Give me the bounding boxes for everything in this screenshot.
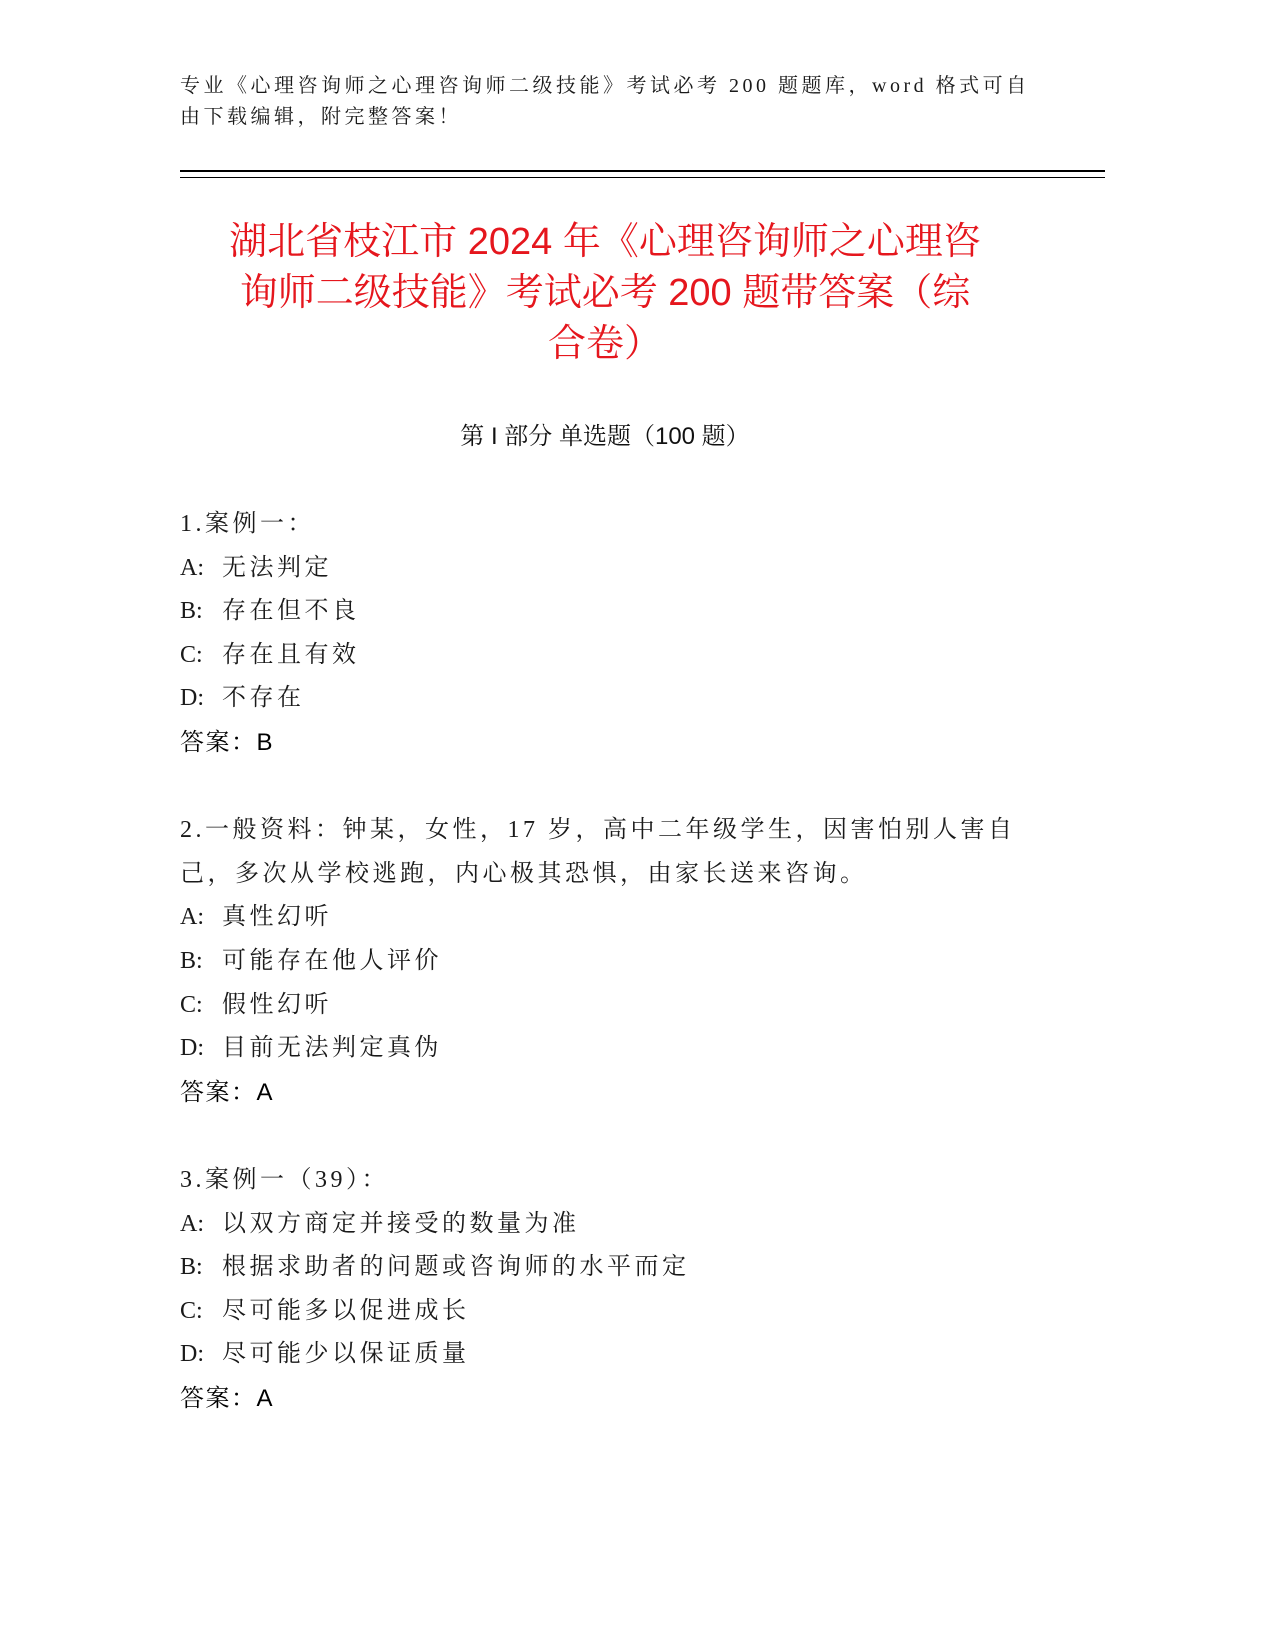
option-text: 根据求助者的问题或咨询师的水平而定	[222, 1254, 690, 1281]
option-c	[180, 984, 1080, 1028]
option-d	[180, 677, 1080, 721]
header-line-1: 专业《心理咨询师之心理咨询师二级技能》考试必考 200 题题库，word 格式可自	[180, 75, 1030, 97]
question-1	[180, 503, 1080, 766]
header-double-rule	[180, 170, 1105, 178]
answer-label: 答案：	[180, 728, 257, 756]
option-label: B:	[180, 947, 203, 974]
title-line-3: 合卷）	[547, 323, 662, 365]
question-3	[180, 1159, 1080, 1422]
title-line-2: 询师二级技能》考试必考 200 题带答案（综	[239, 272, 971, 314]
question-list	[180, 503, 1080, 1465]
option-text: 存在且有效	[222, 641, 360, 668]
answer-value: A	[256, 1384, 275, 1412]
option-text: 无法判定	[222, 554, 332, 581]
option-a	[180, 547, 1080, 591]
answer-value: B	[256, 728, 275, 756]
option-text: 可能存在他人评价	[222, 947, 442, 974]
option-text: 以双方商定并接受的数量为准	[222, 1210, 580, 1237]
option-label: A:	[180, 554, 204, 581]
option-c	[180, 1290, 1080, 1334]
answer-value: A	[256, 1078, 275, 1106]
option-d	[180, 1333, 1080, 1377]
option-text: 尽可能多以促进成长	[222, 1297, 470, 1324]
answer-label: 答案：	[180, 1078, 257, 1106]
option-b	[180, 1246, 1080, 1290]
option-label: C:	[180, 991, 203, 1018]
option-d	[180, 1027, 1080, 1071]
option-label: D:	[180, 1341, 204, 1368]
option-text: 真性幻听	[222, 904, 332, 931]
question-stem-line-2: 己，多次从学校逃跑，内心极其恐惧，由家长送来咨询。	[180, 860, 868, 887]
option-text: 目前无法判定真伪	[222, 1035, 442, 1062]
option-b	[180, 590, 1080, 634]
question-stem: 3.案例一（39）：	[180, 1166, 389, 1193]
document-title	[180, 217, 1030, 370]
answer-label: 答案：	[180, 1384, 257, 1412]
option-text: 不存在	[222, 685, 305, 712]
option-b	[180, 940, 1080, 984]
question-stem-line-1: 2.一般资料：钟某，女性，17 岁，高中二年级学生，因害怕别人害自	[180, 817, 1016, 844]
document-header-note	[180, 71, 1080, 133]
question-stem: 1.案例一：	[180, 511, 315, 537]
option-c	[180, 634, 1080, 678]
header-line-2: 由下载编辑，附完整答案！	[180, 106, 462, 128]
option-label: B:	[180, 598, 203, 625]
section-heading: 第 I 部分 单选题（100 题）	[460, 423, 750, 450]
option-a	[180, 1203, 1080, 1247]
option-label: D:	[180, 685, 204, 712]
question-2	[180, 809, 1080, 1115]
option-text: 尽可能少以保证质量	[222, 1341, 470, 1368]
option-label: D:	[180, 1035, 204, 1062]
option-label: A:	[180, 1210, 204, 1237]
option-label: A:	[180, 904, 204, 931]
option-a	[180, 896, 1080, 940]
answer-line	[180, 1377, 1080, 1422]
answer-line	[180, 721, 1080, 766]
option-label: C:	[180, 1297, 203, 1324]
option-text: 假性幻听	[222, 991, 332, 1018]
title-line-1: 湖北省枝江市 2024 年《心理咨询师之心理咨	[229, 221, 981, 263]
option-label: C:	[180, 641, 203, 668]
option-text: 存在但不良	[222, 598, 360, 625]
option-label: B:	[180, 1254, 203, 1281]
answer-line	[180, 1071, 1080, 1116]
